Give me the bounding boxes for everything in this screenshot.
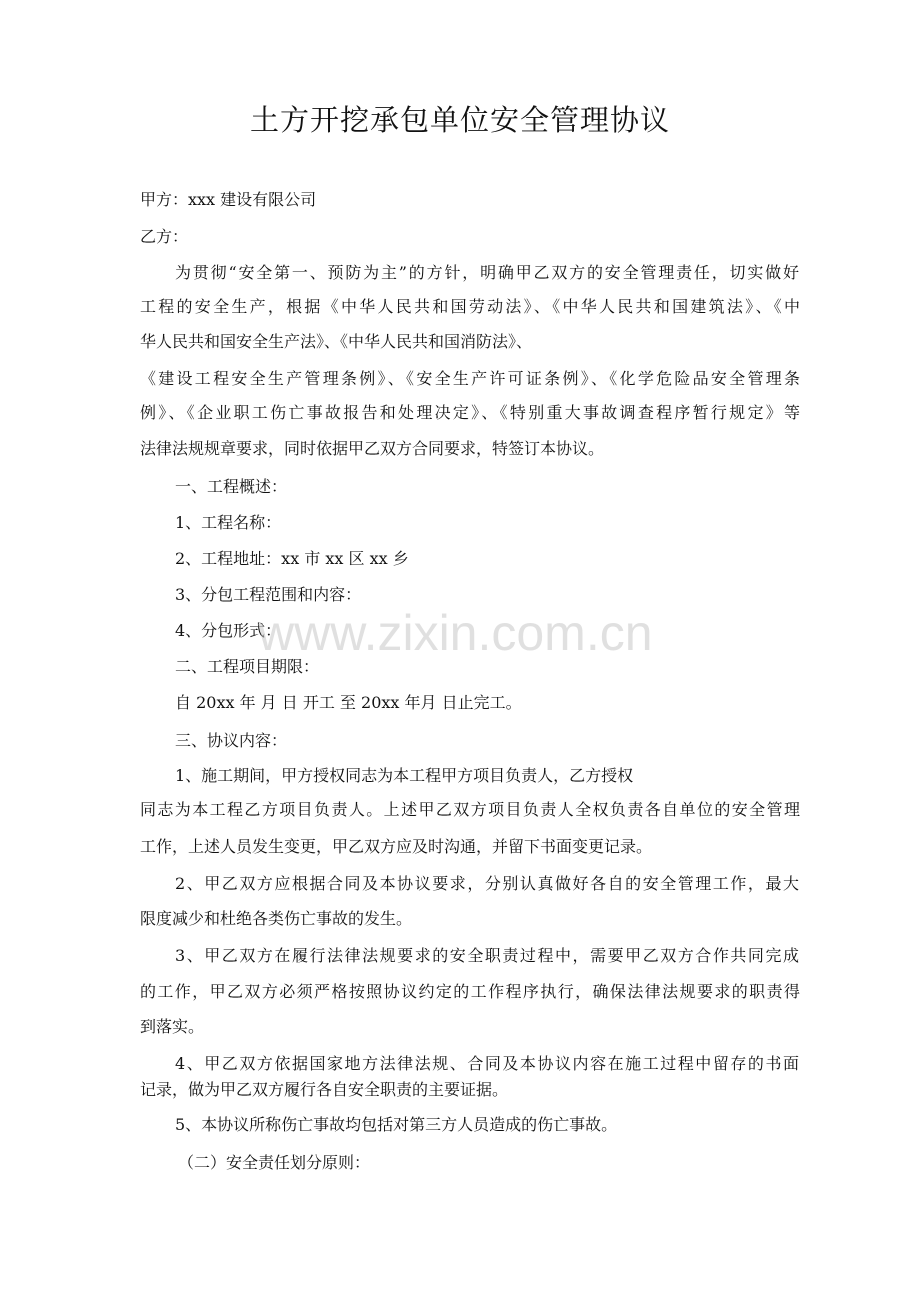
paragraph-line: 法律法规规章要求，同时依据甲乙双方合同要求，特签订本协议。 — [140, 439, 605, 458]
document-title: 土方开挖承包单位安全管理协议 — [249, 103, 670, 137]
paragraph-line: 4、甲乙双方依据国家地方法律法规、合同及本协议内容在施工过程中留存的书面 — [175, 1054, 799, 1073]
list-item: 1、工程名称： — [175, 513, 282, 532]
paragraph-line: 3、甲乙双方在履行法律法规要求的安全职责过程中，需要甲乙双方合作共同完成 — [175, 946, 799, 965]
paragraph-line: 1、施工期间，甲方授权同志为本工程甲方项目负责人，乙方授权 — [175, 766, 634, 785]
paragraph-line: 同志为本工程乙方项目负责人。上述甲乙双方项目负责人全权负责各自单位的安全管理 — [140, 800, 800, 819]
paragraph-line: 工作，上述人员发生变更，甲乙双方应及时沟通，并留下书面变更记录。 — [140, 837, 653, 856]
paragraph-line: 《建设工程安全生产管理条例》、《安全生产许可证条例》、《化学危险品安全管理条 — [140, 369, 800, 388]
paragraph-line: 到落实。 — [140, 1017, 205, 1036]
paragraph-line: 记录，做为甲乙双方履行各自安全职责的主要证据。 — [140, 1080, 509, 1099]
paragraph-line: 限度减少和杜绝各类伤亡事故的发生。 — [140, 909, 413, 928]
list-item: 2、工程地址：xx 市 xx 区 xx 乡 — [175, 549, 409, 568]
list-item: 3、分包工程范围和内容： — [175, 585, 362, 604]
list-item: 4、分包形式： — [175, 621, 282, 640]
section-heading: 二、工程项目期限： — [175, 657, 320, 676]
list-item: 自 20xx 年 月 日 开工 至 20xx 年月 日止完工。 — [175, 693, 522, 712]
section-heading: 三、协议内容： — [175, 731, 288, 750]
paragraph-line: 的工作，甲乙双方必须严格按照协议约定的工作程序执行，确保法律法规要求的职责得 — [140, 982, 800, 1001]
paragraph-line: 5、本协议所称伤亡事故均包括对第三方人员造成的伤亡事故。 — [175, 1115, 618, 1134]
paragraph-line: 华人民共和国安全生产法》、《中华人民共和国消防法》、 — [140, 332, 533, 351]
paragraph-line: 例》、《企业职工伤亡事故报告和处理决定》、《特别重大事故调查程序暂行规定》等 — [140, 403, 800, 422]
section-heading: 一、工程概述： — [175, 477, 288, 496]
watermark: www.zixin.com.cn — [258, 605, 653, 661]
paragraph-line: 工程的安全生产，根据《中华人民共和国劳动法》、《中华人民共和国建筑法》、《中 — [140, 297, 800, 316]
party-b-line: 乙方： — [140, 227, 189, 246]
party-a-line: 甲方：xxx 建设有限公司 — [140, 190, 317, 209]
paragraph-line: 为贯彻“安全第一、预防为主”的方针，明确甲乙双方的安全管理责任，切实做好 — [175, 263, 799, 282]
section-heading: （二）安全责任划分原则： — [178, 1153, 371, 1172]
paragraph-line: 2、甲乙双方应根据合同及本协议要求，分别认真做好各自的安全管理工作，最大 — [175, 874, 799, 893]
